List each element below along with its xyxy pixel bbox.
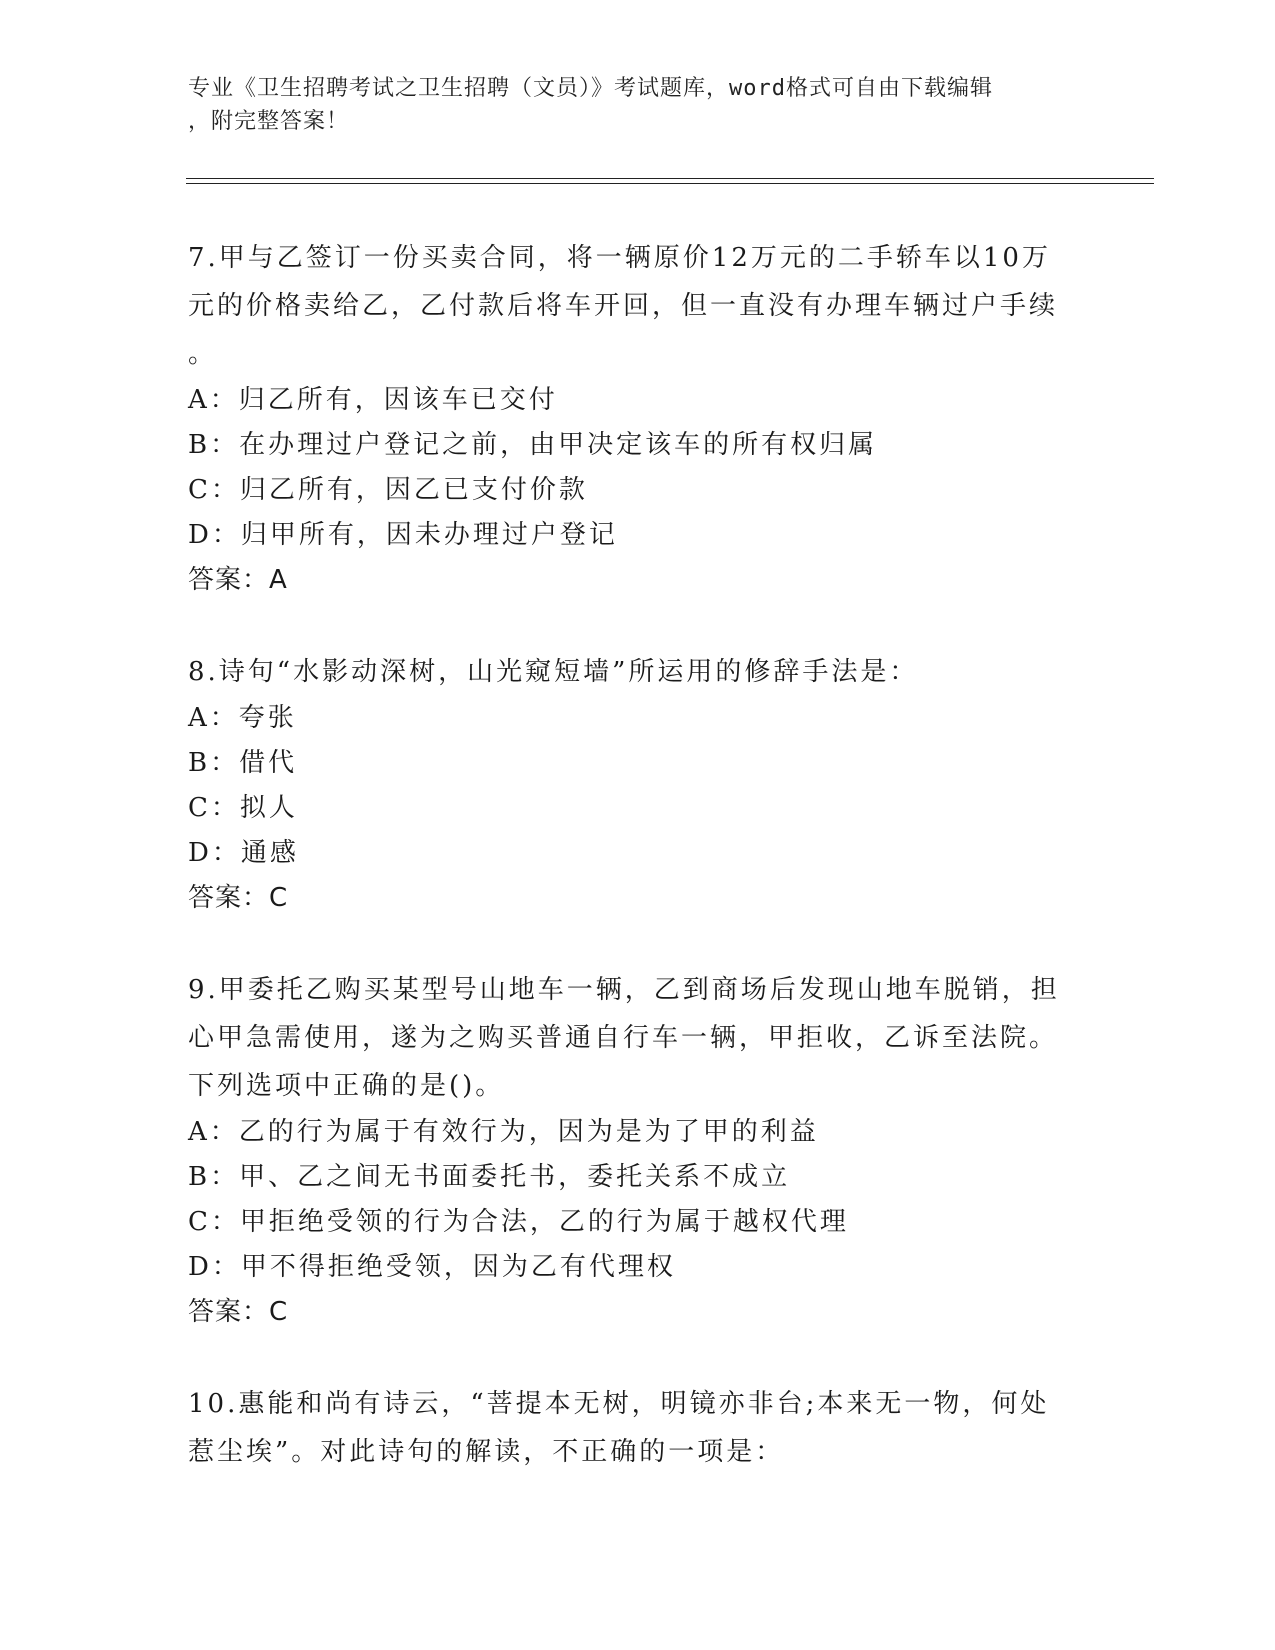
answer-option: C：甲拒绝受领的行为合法，乙的行为属于越权代理: [188, 1207, 849, 1237]
answer-option: D：甲不得拒绝受领，因为乙有代理权: [188, 1252, 676, 1282]
answer-option: D：通感: [188, 838, 299, 868]
question-text-line: 10.惠能和尚有诗云，“菩提本无树，明镜亦非台;本来无一物，何处: [188, 1389, 1050, 1419]
answer-option: B：在办理过户登记之前，由甲决定该车的所有权归属: [188, 430, 878, 460]
answer-option: A：乙的行为属于有效行为，因为是为了甲的利益: [188, 1117, 819, 1147]
question-text-line: 8.诗句“水影动深树，山光窥短墙”所运用的修辞手法是：: [188, 657, 919, 687]
header-line-2: ，附完整答案！: [188, 109, 350, 134]
question-block: [188, 234, 1068, 603]
document-header: [188, 72, 1078, 138]
question-text-line: 下列选项中正确的是()。: [188, 1071, 505, 1101]
question-block: [188, 648, 1068, 921]
answer-option: C：拟人: [188, 793, 298, 823]
answer-option: C：归乙所有，因乙已支付价款: [188, 475, 588, 505]
header-divider-top: [186, 178, 1154, 179]
answer-key: 答案：A: [188, 565, 288, 595]
question-text-line: 元的价格卖给乙，乙付款后将车开回，但一直没有办理车辆过户手续: [188, 291, 1059, 321]
header-divider-bottom: [186, 183, 1154, 184]
answer-key: 答案：C: [188, 1297, 289, 1327]
question-list: [188, 234, 1068, 1521]
answer-option: B：借代: [188, 748, 298, 778]
question-text-line: 7.甲与乙签订一份买卖合同，将一辆原价12万元的二手轿车以10万: [188, 243, 1051, 273]
answer-option: D：归甲所有，因未办理过户登记: [188, 520, 618, 550]
question-block: [188, 1380, 1068, 1476]
header-line-1: 专业《卫生招聘考试之卫生招聘（文员）》考试题库，word格式可自由下载编辑: [188, 76, 993, 101]
answer-option: A：归乙所有，因该车已交付: [188, 385, 558, 415]
question-text-line: 惹尘埃”。对此诗句的解读，不正确的一项是：: [188, 1437, 785, 1467]
question-text-line: 9.甲委托乙购买某型号山地车一辆，乙到商场后发现山地车脱销，担: [188, 975, 1060, 1005]
question-text-line: 。: [188, 339, 218, 369]
answer-key: 答案：C: [188, 883, 289, 913]
answer-option: B：甲、乙之间无书面委托书，委托关系不成立: [188, 1162, 791, 1192]
question-block: [188, 966, 1068, 1335]
question-text-line: 心甲急需使用，遂为之购买普通自行车一辆，甲拒收，乙诉至法院。: [188, 1023, 1059, 1053]
answer-option: A：夸张: [188, 703, 297, 733]
